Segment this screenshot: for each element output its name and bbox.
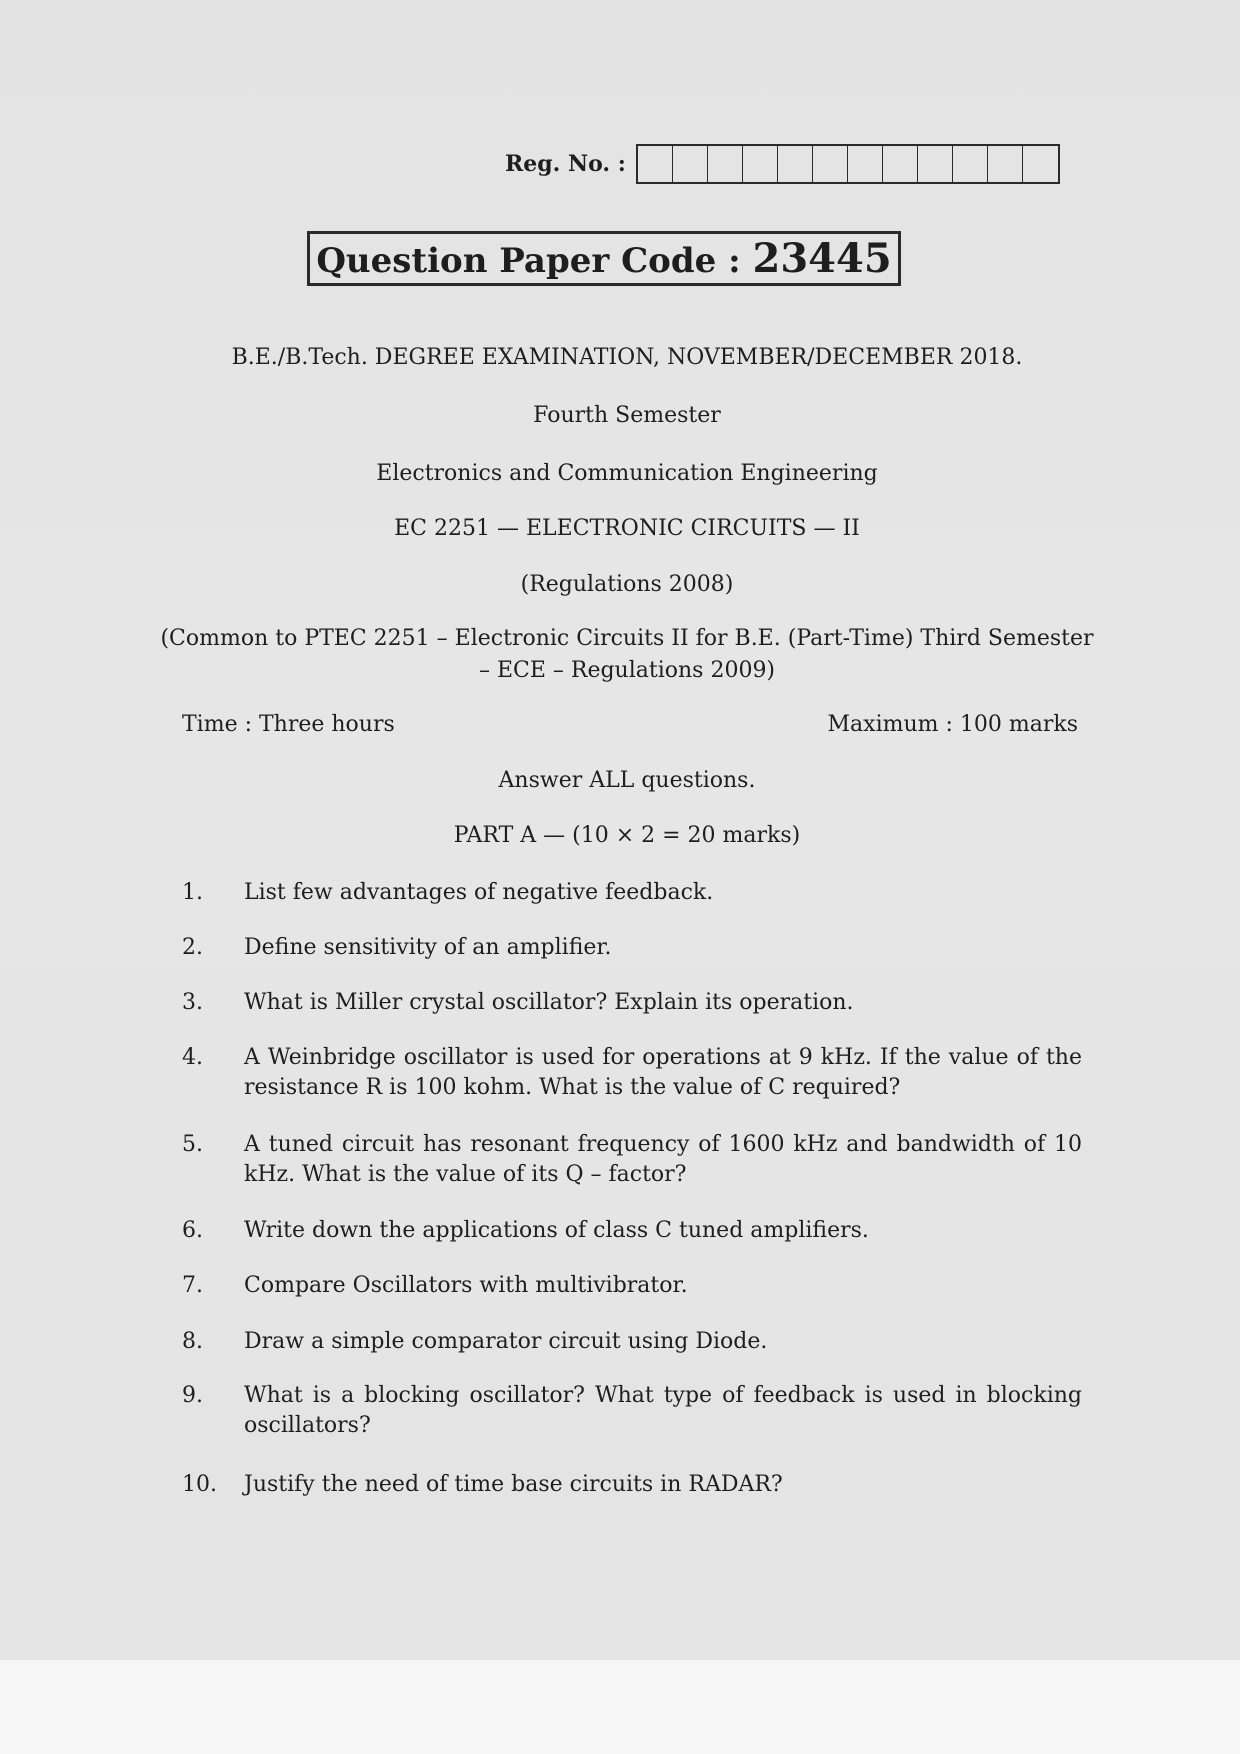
reg-no-label: Reg. No. : — [505, 151, 626, 177]
question-paper-code-label: Question Paper Code : — [316, 241, 753, 281]
question-text: Define sensitivity of an amplifier. — [244, 935, 612, 960]
reg-no-digit-box — [778, 146, 813, 182]
question-text: Draw a simple comparator circuit using Diode. — [244, 1329, 768, 1354]
question-text: Write down the applications of class C tuned amplifiers. — [244, 1218, 869, 1243]
question-item — [182, 1043, 1082, 1103]
reg-no-digit-box — [743, 146, 778, 182]
reg-no-boxes — [636, 144, 1060, 184]
question-item — [182, 988, 1082, 1018]
question-item — [182, 1470, 1082, 1500]
question-item — [182, 1130, 1082, 1190]
reg-no-digit-box — [953, 146, 988, 182]
question-number: 3. — [182, 990, 203, 1015]
question-text: Compare Oscillators with multivibrator. — [244, 1273, 688, 1298]
maximum-marks: Maximum : 100 marks — [827, 712, 1078, 737]
question-item — [182, 1271, 1082, 1301]
reg-no-digit-box — [988, 146, 1023, 182]
question-paper-code-box — [307, 231, 901, 286]
reg-no-digit-box — [1023, 146, 1058, 182]
question-text: Justify the need of time base circuits in RADAR? — [244, 1472, 783, 1497]
question-item — [182, 1327, 1082, 1357]
regulations: (Regulations 2008) — [520, 572, 734, 597]
question-number: 7. — [182, 1273, 203, 1298]
part-heading: PART A — (10 × 2 = 20 marks) — [453, 823, 801, 848]
page-bottom-margin — [0, 1660, 1240, 1754]
question-item — [182, 1381, 1082, 1441]
question-text: A Weinbridge oscillator is used for operations at 9 kHz. If the value of the resistance R is 100 kohm. What is the value of C required? — [244, 1045, 1082, 1100]
time-marks-row — [182, 710, 1078, 740]
reg-no-digit-box — [673, 146, 708, 182]
branch: Electronics and Communication Engineering — [376, 461, 878, 486]
question-number: 5. — [182, 1132, 203, 1157]
instruction: Answer ALL questions. — [498, 768, 756, 793]
time-allowed: Time : Three hours — [182, 712, 395, 737]
course-title: EC 2251 — ELECTRONIC CIRCUITS — II — [394, 516, 860, 541]
reg-no-digit-box — [918, 146, 953, 182]
question-number: 8. — [182, 1329, 203, 1354]
reg-no-digit-box — [813, 146, 848, 182]
question-number: 6. — [182, 1218, 203, 1243]
common-note-line-2: – ECE – Regulations 2009) — [478, 658, 776, 683]
question-text: What is a blocking oscillator? What type of feedback is used in blocking oscillators? — [244, 1383, 1082, 1438]
question-number: 10. — [182, 1472, 217, 1497]
question-text: A tuned circuit has resonant frequency of 1600 kHz and bandwidth of 10 kHz. What is the value of its Q – factor? — [244, 1132, 1082, 1187]
reg-no-digit-box — [638, 146, 673, 182]
question-paper-code-value: 23445 — [752, 235, 892, 282]
question-text: What is Miller crystal oscillator? Explain its operation. — [244, 990, 854, 1015]
question-number: 9. — [182, 1383, 203, 1408]
question-number: 2. — [182, 935, 203, 960]
common-note-line-1: (Common to PTEC 2251 – Electronic Circuits II for B.E. (Part-Time) Third Semester — [160, 626, 1094, 651]
semester: Fourth Semester — [533, 403, 721, 428]
exam-title: B.E./B.Tech. DEGREE EXAMINATION, NOVEMBER/DECEMBER 2018. — [231, 345, 1023, 370]
reg-no-digit-box — [848, 146, 883, 182]
question-text: List few advantages of negative feedback. — [244, 880, 714, 905]
question-number: 4. — [182, 1045, 203, 1070]
question-number: 1. — [182, 880, 203, 905]
reg-no-field — [505, 144, 1060, 184]
reg-no-digit-box — [708, 146, 743, 182]
reg-no-digit-box — [883, 146, 918, 182]
question-item — [182, 1216, 1082, 1246]
question-item — [182, 878, 1082, 908]
question-item — [182, 933, 1082, 963]
